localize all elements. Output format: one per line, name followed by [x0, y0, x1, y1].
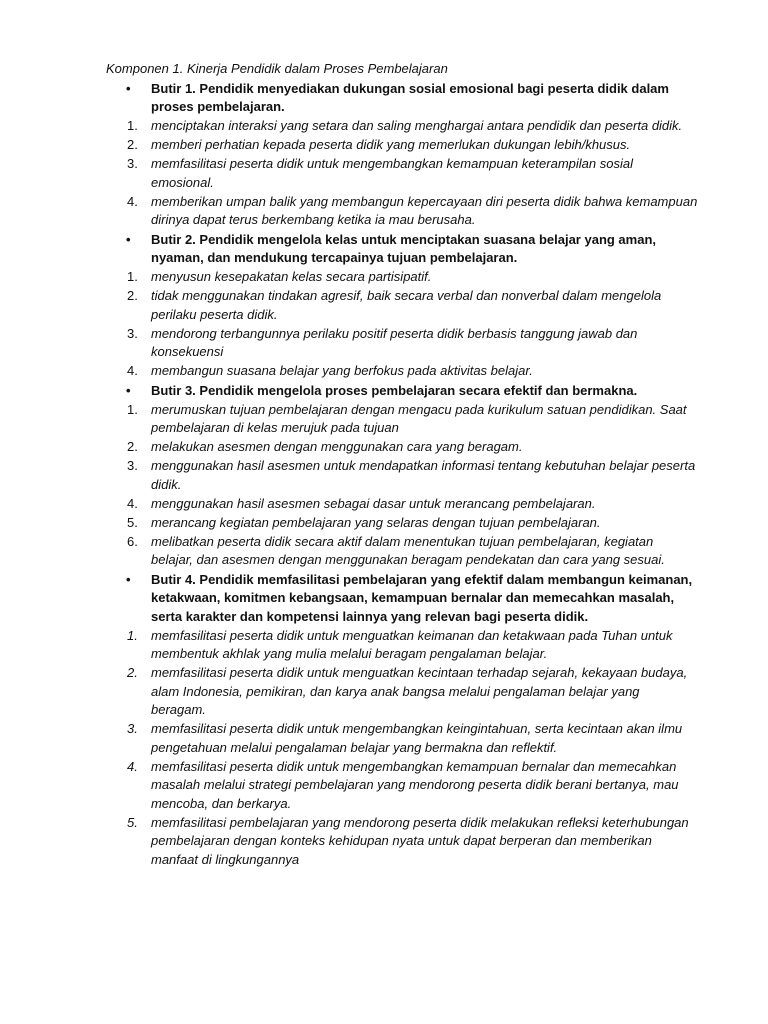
- list-item: [0, 325, 768, 362]
- list-item-text: memberi perhatian kepada peserta didik yang memerlukan dukungan lebih/khusus.: [151, 137, 631, 152]
- section-heading-text: Butir 2. Pendidik mengelola kelas untuk menciptakan suasana belajar yang aman, nyaman, dan mendukung tercapainya tujuan pembelajaran.: [151, 231, 657, 265]
- list-item-text: melakukan asesmen dengan menggunakan cara yang beragam.: [151, 439, 523, 454]
- section-heading: [0, 571, 768, 627]
- list-item-number: 2.: [127, 439, 138, 454]
- list-item-number: 1.: [127, 627, 138, 643]
- list-item-text: memfasilitasi peserta didik untuk mengembangkan kemampuan bernalar dan memecahkan masalah melalui strategi pembelajaran yang mendorong peserta didik berani bertanya, mau mencoba, dan berkarya.: [151, 758, 679, 811]
- list-item-text: tidak menggunakan tindakan agresif, baik secara verbal dan nonverbal dalam mengelola perilaku peserta didik.: [151, 288, 662, 322]
- section-heading: [0, 382, 768, 401]
- bullet-icon: •: [126, 382, 131, 398]
- list-item-number: 2.: [127, 137, 138, 152]
- list-item-text: menggunakan hasil asesmen untuk mendapatkan informasi tentang kebutuhan belajar peserta didik.: [151, 458, 696, 492]
- section-butir-2: [0, 231, 768, 381]
- list-item-number: 5.: [127, 514, 138, 530]
- list-item: [0, 155, 768, 192]
- list-item: [0, 627, 768, 664]
- list-item-text: membangun suasana belajar yang berfokus pada aktivitas belajar.: [151, 363, 533, 378]
- section-heading-text: Butir 4. Pendidik memfasilitasi pembelajaran yang efektif dalam membangun keimanan, ketakwaan, komitmen kebangsaan, kemampuan bernalar dan memecahkan masalah, serta karakter dan kompetensi lainnya yang relevan bagi peserta didik.: [151, 571, 693, 624]
- list-item-text: melibatkan peserta didik secara aktif dalam menentukan tujuan pembelajaran, kegiatan belajar, dan asesmen dengan menggunakan beragam pendekatan dan cara yang sesuai.: [151, 533, 665, 567]
- section-butir-3: [0, 382, 768, 570]
- list-item: [0, 720, 768, 757]
- section-heading-text: Butir 1. Pendidik menyediakan dukungan sosial emosional bagi peserta didik dalam proses pembelajaran.: [151, 80, 669, 114]
- list-item-number: 3.: [127, 156, 138, 171]
- list-item: [0, 495, 768, 514]
- list-item-text: menyusun kesepakatan kelas secara partisipatif.: [151, 269, 432, 284]
- section-heading: [0, 80, 768, 117]
- list-item-text: memberikan umpan balik yang membangun kepercayaan diri peserta didik bahwa kemampuan dirinya dapat terus berkembang ketika ia mau berusaha.: [151, 193, 698, 227]
- list-item-text: memfasilitasi peserta didik untuk menguatkan keimanan dan ketakwaan pada Tuhan untuk membentuk akhlak yang mulia melalui beragam pengalaman belajar.: [151, 627, 673, 661]
- list-item-number: 1.: [127, 269, 138, 284]
- list-item: [0, 193, 768, 230]
- list-item: [0, 664, 768, 720]
- document-title: Komponen 1. Kinerja Pendidik dalam Proses Pembelajaran: [106, 61, 448, 76]
- list-item-number: 2.: [127, 288, 138, 303]
- list-item: [0, 814, 768, 870]
- list-item: [0, 117, 768, 136]
- list-item-number: 1.: [127, 118, 138, 133]
- list-item-text: mendorong terbangunnya perilaku positif peserta didik berbasis tanggung jawab dan konsekuensi: [151, 325, 638, 359]
- section-butir-1: [0, 80, 768, 230]
- list-item-number: 3.: [127, 721, 138, 736]
- list-item-number: 4.: [127, 758, 138, 774]
- list-item-number: 3.: [127, 325, 138, 341]
- list-item-text: menggunakan hasil asesmen sebagai dasar untuk merancang pembelajaran.: [151, 495, 596, 511]
- list-item-text: menciptakan interaksi yang setara dan saling menghargai antara pendidik dan peserta didik.: [151, 118, 683, 133]
- list-item-text: memfasilitasi peserta didik untuk mengembangkan keingintahuan, serta kecintaan akan ilmu pengetahuan melalui pengalaman belajar yang bermakna dan reflektif.: [151, 721, 683, 755]
- list-item-text: memfasilitasi pembelajaran yang mendorong peserta didik melakukan refleksi keterhubungan pembelajaran dengan konteks kehidupan nyata untuk dapat berperan dan memberikan manfaat di lingkungannya: [151, 814, 689, 867]
- list-item-text: memfasilitasi peserta didik untuk menguatkan kecintaan terhadap sejarah, kekayaan budaya, alam Indonesia, pemikiran, dan karya anak bangsa melalui pengalaman belajar yang beragam.: [151, 665, 688, 717]
- list-item-number: 4.: [127, 495, 138, 511]
- list-item: [0, 457, 768, 494]
- document-content: [0, 60, 768, 869]
- list-item-number: 1.: [127, 401, 138, 417]
- list-item: [0, 362, 768, 381]
- bullet-icon: •: [126, 80, 131, 96]
- section-heading: [0, 231, 768, 268]
- list-item: [0, 533, 768, 570]
- list-item-number: 4.: [127, 193, 138, 209]
- list-item: [0, 514, 768, 533]
- list-item: [0, 268, 768, 287]
- section-butir-4: [0, 571, 768, 870]
- list-item: [0, 438, 768, 457]
- list-item-number: 3.: [127, 458, 138, 473]
- list-item: [0, 287, 768, 324]
- bullet-icon: •: [126, 571, 131, 587]
- list-item-text: merancang kegiatan pembelajaran yang selaras dengan tujuan pembelajaran.: [151, 514, 601, 530]
- list-item: [0, 136, 768, 155]
- section-heading-text: Butir 3. Pendidik mengelola proses pembelajaran secara efektif dan bermakna.: [151, 382, 638, 398]
- list-item-number: 2.: [127, 665, 138, 680]
- list-item-text: merumuskan tujuan pembelajaran dengan mengacu pada kurikulum satuan pendidikan. Saat pembelajaran di kelas merujuk pada tujuan: [151, 401, 687, 435]
- list-item-number: 6.: [127, 533, 138, 549]
- list-item: [0, 401, 768, 438]
- list-item-number: 4.: [127, 363, 138, 378]
- bullet-icon: •: [126, 231, 131, 247]
- list-item: [0, 758, 768, 814]
- list-item-text: memfasilitasi peserta didik untuk mengembangkan kemampuan keterampilan sosial emosional.: [151, 156, 633, 190]
- list-item-number: 5.: [127, 814, 138, 830]
